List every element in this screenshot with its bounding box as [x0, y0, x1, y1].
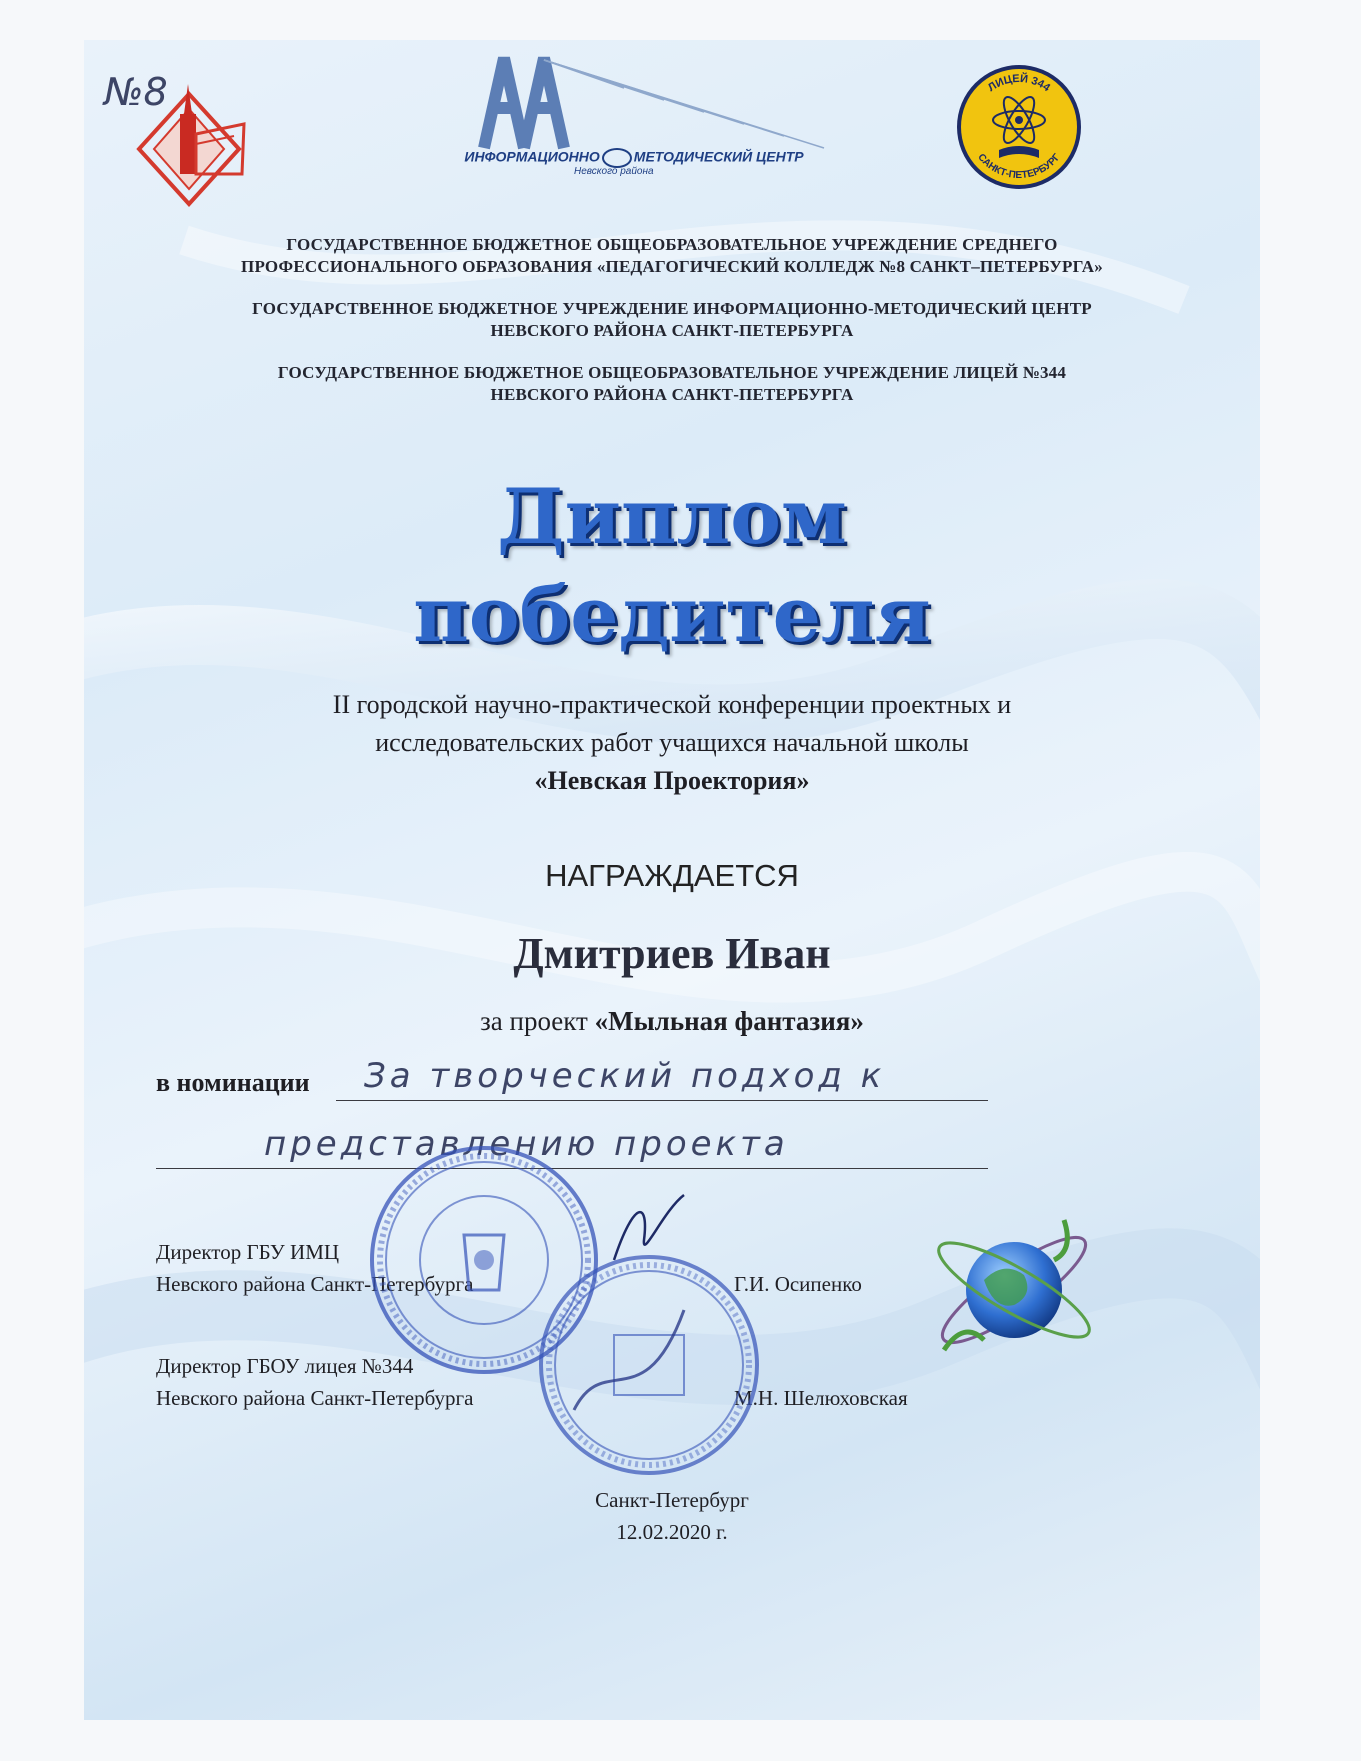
- signature-2-name: М.Н. Шелюховская: [734, 1386, 908, 1410]
- organization-1: [84, 234, 1260, 278]
- awarded-label: НАГРАЖДАЕТСЯ: [545, 858, 799, 893]
- handwritten-number: №8: [104, 70, 168, 114]
- round-stamp-2-icon: [534, 1250, 764, 1480]
- date: 12.02.2020 г.: [616, 1520, 728, 1544]
- signature-1-district: Невского района Санкт-Петербурга: [156, 1272, 474, 1296]
- organization-3-line2: НЕВСКОГО РАЙОНА САНКТ-ПЕТЕРБУРГА: [490, 385, 854, 404]
- project-prefix: за проект: [480, 1006, 588, 1036]
- imc-logo-subtitle: Невского района: [574, 166, 654, 177]
- nomination-handwritten-line1: За творческий подход к: [364, 1056, 886, 1096]
- bridge-icon: [424, 48, 844, 158]
- signature-2-title: Директор ГБОУ лицея №344: [156, 1354, 414, 1378]
- imc-logo: [424, 48, 844, 188]
- conference-name: «Невская Проектория»: [534, 766, 810, 795]
- imc-logo-part1: ИНФОРМАЦИОННО: [464, 148, 600, 165]
- organization-3-line1: ГОСУДАРСТВЕННОЕ БЮДЖЕТНОЕ ОБЩЕОБРАЗОВАТЕЛЬНОЕ УЧРЕЖДЕНИЕ ЛИЦЕЙ №344: [277, 363, 1067, 382]
- conference-line1: II городской научно-практической конференции проектных и: [332, 690, 1012, 719]
- organization-2: [84, 298, 1260, 342]
- organization-2-line2: НЕВСКОГО РАЙОНА САНКТ-ПЕТЕРБУРГА: [490, 321, 854, 340]
- imc-logo-name: [424, 148, 844, 168]
- conference-line2: исследовательских работ учащихся начальной школы: [375, 728, 969, 757]
- project-line: [84, 1006, 1260, 1037]
- globe-icon: [924, 1200, 1104, 1380]
- signature-2-district: Невского района Санкт-Петербурга: [156, 1386, 474, 1410]
- organization-1-line2: ПРОФЕССИОНАЛЬНОГО ОБРАЗОВАНИЯ «ПЕДАГОГИЧЕСКИЙ КОЛЛЕДЖ №8 САНКТ–ПЕТЕРБУРГА»: [241, 257, 1103, 276]
- imc-logo-part2: МЕТОДИЧЕСКИЙ ЦЕНТР: [633, 148, 804, 165]
- diploma-title-line1: Диплом: [497, 472, 847, 561]
- signature-1-title: Директор ГБУ ИМЦ: [156, 1240, 340, 1264]
- organization-1-line1: ГОСУДАРСТВЕННОЕ БЮДЖЕТНОЕ ОБЩЕОБРАЗОВАТЕЛЬНОЕ УЧРЕЖДЕНИЕ СРЕДНЕГО: [286, 235, 1058, 254]
- diploma-sheet: [84, 40, 1260, 1720]
- place: Санкт-Петербург: [595, 1488, 749, 1512]
- nomination-label: в номинации: [156, 1068, 310, 1097]
- lyceum-logo-top-text: ЛИЦЕЙ 344: [985, 72, 1053, 95]
- lyceum-logo-bottom-text: САНКТ-ПЕТЕРБУРГ: [975, 151, 1063, 182]
- nomination-underline-1: [336, 1100, 988, 1101]
- diploma-title-line2: победителя: [413, 570, 931, 659]
- organization-2-line1: ГОСУДАРСТВЕННОЕ БЮДЖЕТНОЕ УЧРЕЖДЕНИЕ ИНФОРМАЦИОННО-МЕТОДИЧЕСКИЙ ЦЕНТР: [252, 299, 1092, 318]
- signature-1-name: Г.И. Осипенко: [734, 1272, 862, 1296]
- project-name: «Мыльная фантазия»: [594, 1006, 864, 1036]
- organization-3: [84, 362, 1260, 406]
- handwritten-signature-icon: [604, 1190, 694, 1270]
- winner-name: Дмитриев Иван: [513, 929, 831, 978]
- imc-logo-link-icon: [602, 148, 632, 168]
- nomination-handwritten-line2: представлению проекта: [264, 1124, 789, 1164]
- lyceum-logo-icon: [954, 62, 1084, 192]
